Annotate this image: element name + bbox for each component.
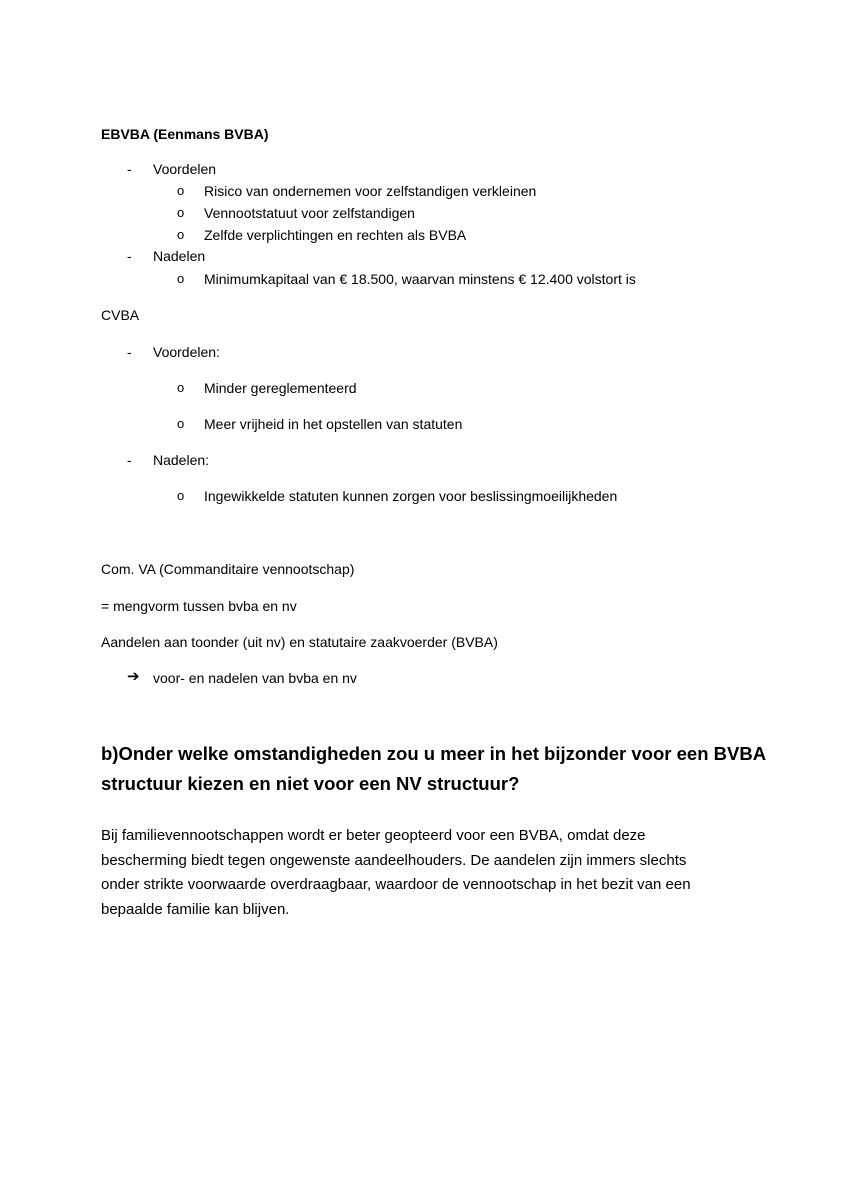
section-title-ebvba: EBVBA (Eenmans BVBA) xyxy=(101,126,269,142)
circle-bullet: o xyxy=(177,488,185,503)
section-title-cvba: CVBA xyxy=(101,307,140,323)
circle-bullet: o xyxy=(177,416,185,431)
circle-bullet: o xyxy=(177,380,185,395)
voordelen-label: Voordelen: xyxy=(153,344,220,360)
dash-bullet: - xyxy=(127,344,132,360)
circle-bullet: o xyxy=(177,271,185,286)
list-item: Ingewikkelde statuten kunnen zorgen voor beslissingmoeilijkheden xyxy=(204,488,618,504)
answer-line: bescherming biedt tegen ongewenste aandeelhouders. De aandelen zijn immers slechts xyxy=(101,851,687,869)
list-item: Vennootstatuut voor zelfstandigen xyxy=(204,205,415,221)
list-item: Risico van ondernemen voor zelfstandigen verkleinen xyxy=(204,183,537,199)
answer-line: Bij familievennootschappen wordt er beter geopteerd voor een BVBA, omdat deze xyxy=(101,827,646,844)
list-item: Zelfde verplichtingen en rechten als BVBA xyxy=(204,227,467,243)
dash-bullet: - xyxy=(127,452,132,468)
circle-bullet: o xyxy=(177,183,185,198)
section-title-comva: Com. VA (Commanditaire vennootschap) xyxy=(101,561,355,577)
list-item: Minimumkapitaal van € 18.500, waarvan minstens € 12.400 volstort is xyxy=(204,271,636,287)
voordelen-label: Voordelen xyxy=(153,161,217,177)
answer-line: bepaalde familie kan blijven. xyxy=(101,900,290,918)
dash-bullet: - xyxy=(127,248,132,264)
description-line: Aandelen aan toonder (uit nv) en statutaire zaakvoerder (BVBA) xyxy=(101,634,498,650)
question-heading-line-2: structuur kiezen en niet voor een NV structuur? xyxy=(101,773,520,794)
answer-line: onder strikte voorwaarde overdraagbaar, waardoor de vennootschap in het bezit van een xyxy=(101,876,691,893)
nadelen-label: Nadelen xyxy=(153,248,206,264)
list-item: Minder gereglementeerd xyxy=(204,380,357,396)
nadelen-label: Nadelen: xyxy=(153,452,210,468)
circle-bullet: o xyxy=(177,227,185,242)
definition-line: = mengvorm tussen bvba en nv xyxy=(101,598,297,614)
list-item: Meer vrijheid in het opstellen van statuten xyxy=(204,416,463,432)
circle-bullet: o xyxy=(177,205,185,220)
arrow-list-item: voor- en nadelen van bvba en nv xyxy=(153,670,357,686)
dash-bullet: - xyxy=(127,161,132,177)
question-heading-line-1: b)Onder welke omstandigheden zou u meer in het bijzonder voor een BVBA xyxy=(101,743,767,764)
arrow-right-icon: ➔ xyxy=(127,668,140,685)
